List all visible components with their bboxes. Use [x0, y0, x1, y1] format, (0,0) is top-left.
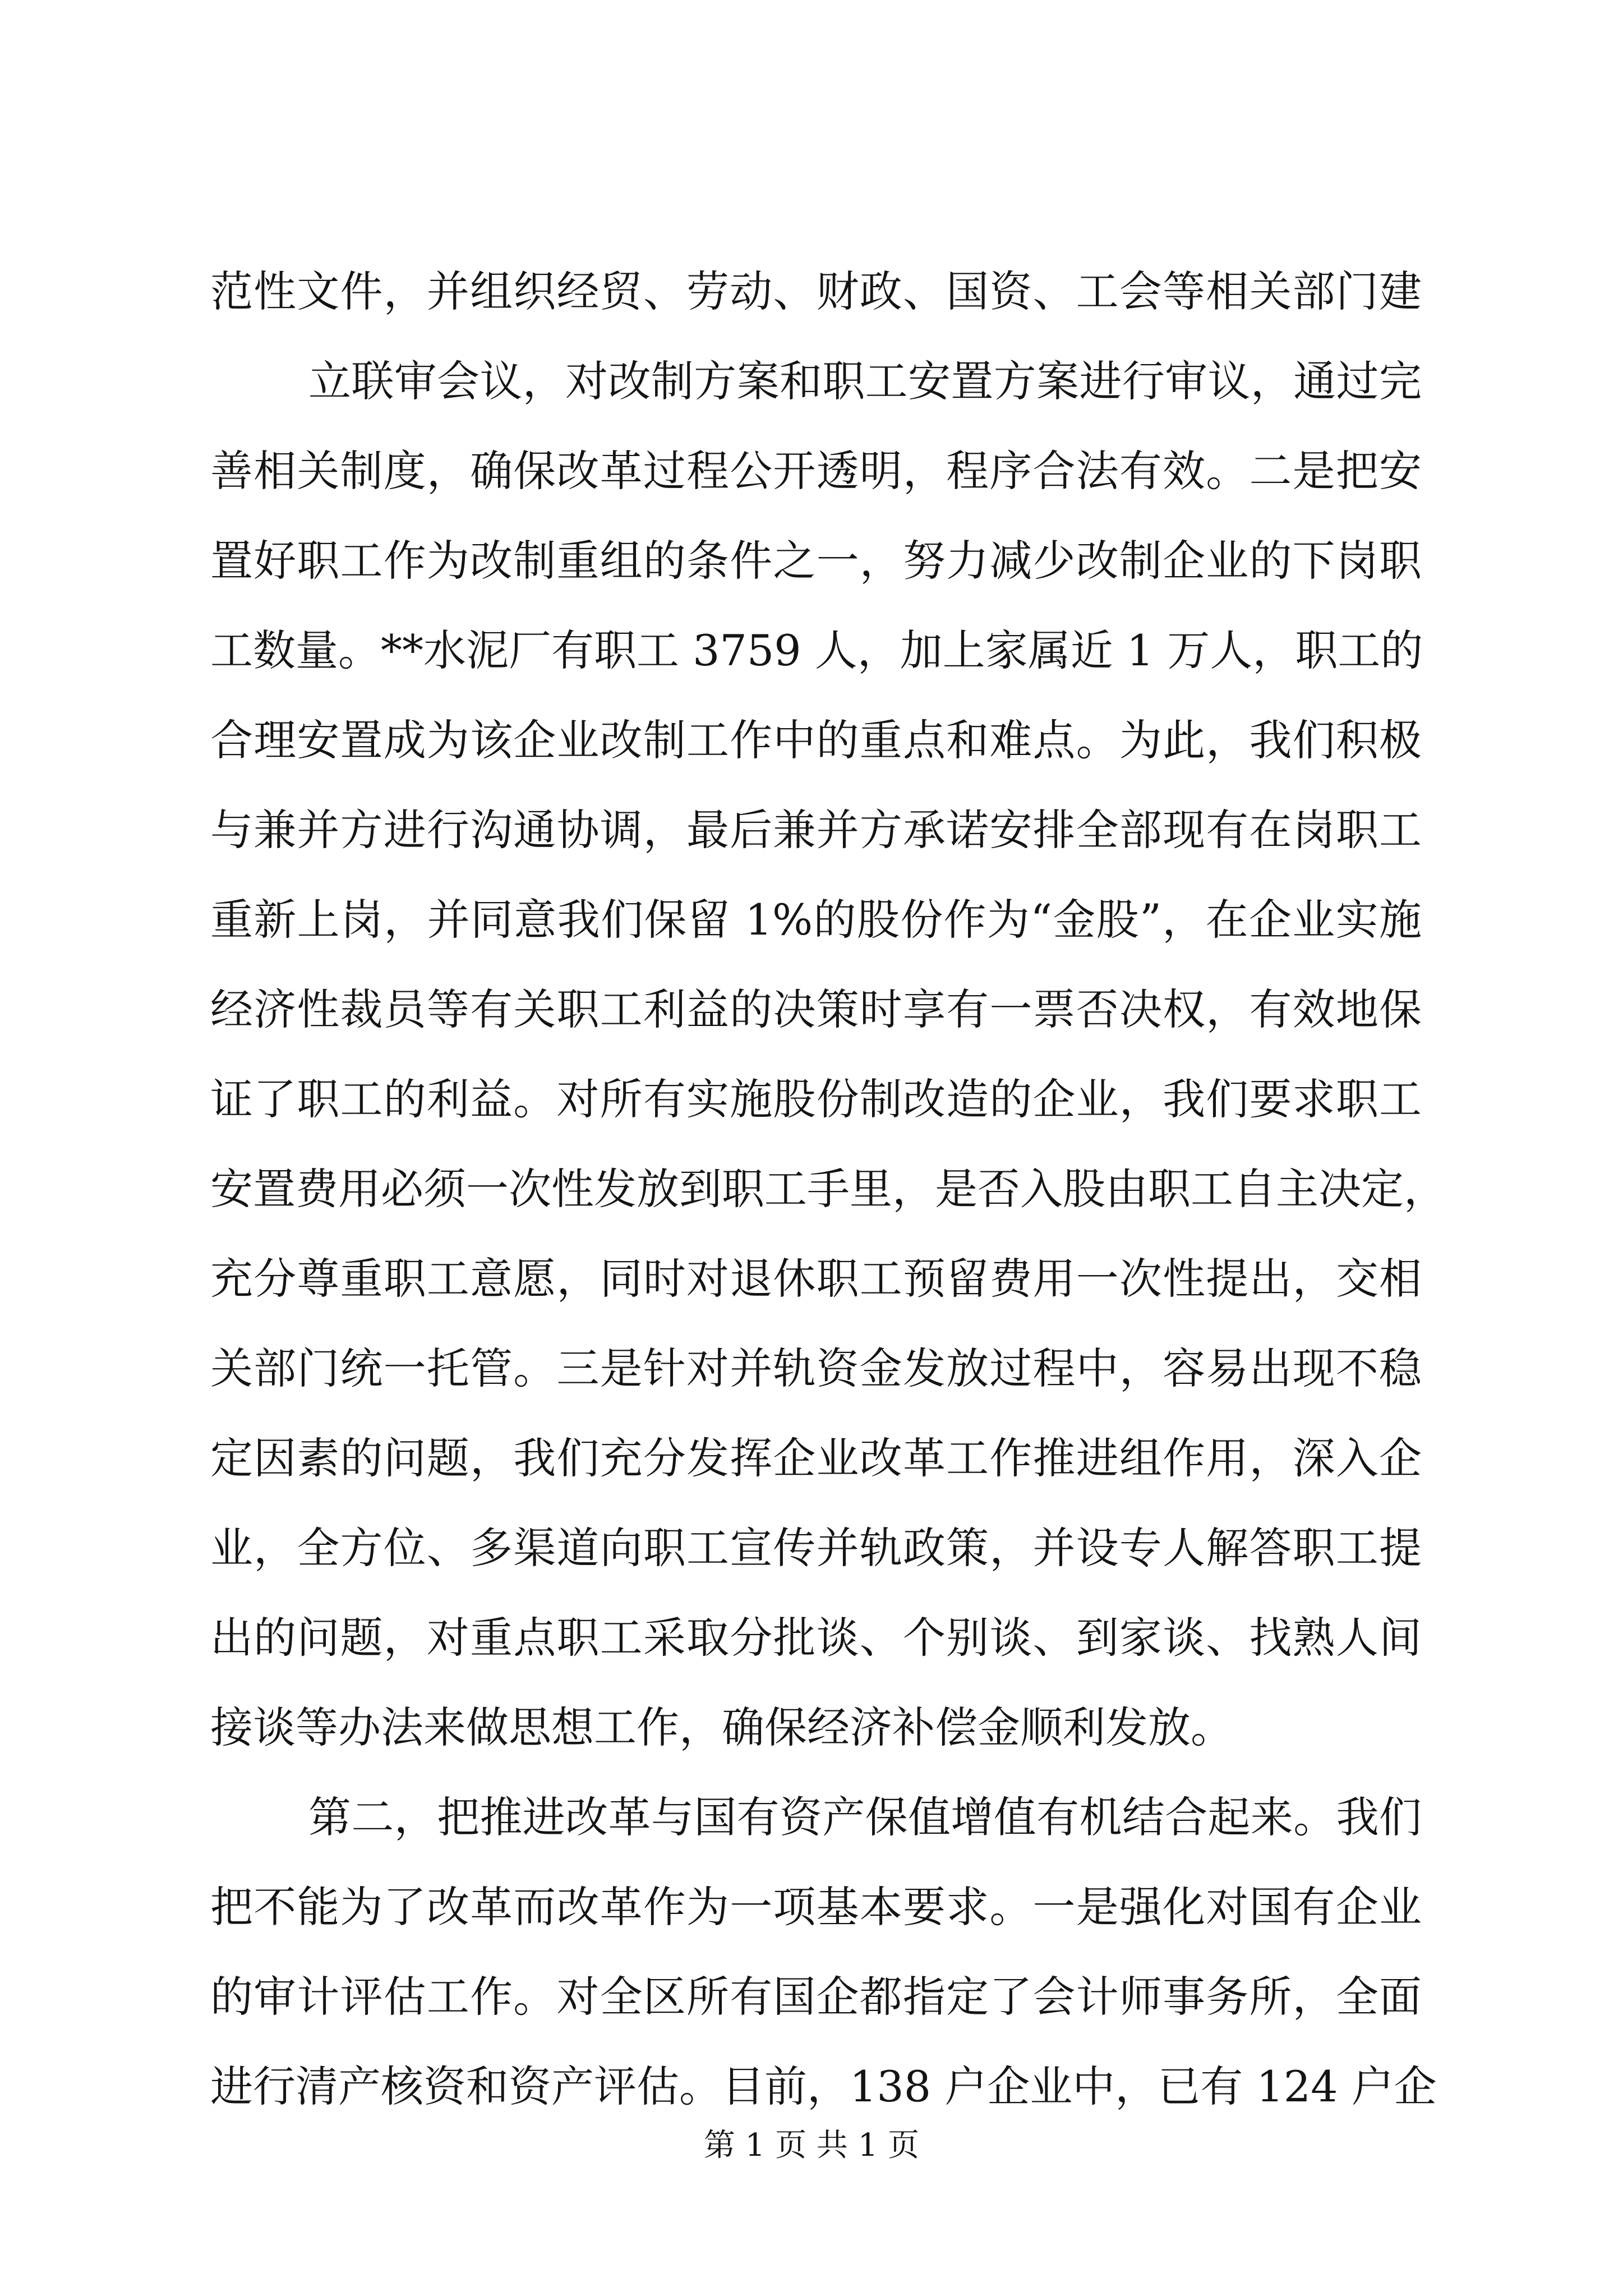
text-line-3: 善相关制度，确保改革过程公开透明，程序合法有效。二是把安	[210, 446, 1422, 496]
text-line-10: 证了职工的利益。对所有实施股份制改造的企业，我们要求职工	[210, 1074, 1422, 1124]
text-line-2: 立联审会议，对改制方案和职工安置方案进行审议，通过完	[308, 356, 1422, 406]
text-line-4: 置好职工作为改制重组的条件之一，努力减少改制企业的下岗职	[210, 536, 1422, 586]
text-line-12: 充分尊重职工意愿，同时对退休职工预留费用一次性提出，交相	[210, 1254, 1422, 1304]
text-line-11: 安置费用必须一次性发放到职工手里，是否入股由职工自主决定，	[210, 1164, 1446, 1214]
text-line-14: 定因素的问题，我们充分发挥企业改革工作推进组作用，深入企	[210, 1433, 1422, 1483]
text-line-9: 经济性裁员等有关职工利益的决策时享有一票否决权，有效地保	[210, 984, 1422, 1034]
text-line-19: 把不能为了改革而改革作为一项基本要求。一是强化对国有企业	[210, 1882, 1422, 1932]
text-line-13: 关部门统一托管。三是针对并轨资金发放过程中，容易出现不稳	[210, 1343, 1422, 1393]
text-line-18: 第二，把推进改革与国有资产保值增值有机结合起来。我们	[308, 1792, 1422, 1842]
page-number-footer: 第 1 页 共 1 页	[703, 2127, 920, 2164]
text-line-16: 出的问题，对重点职工采取分批谈、个别谈、到家谈、找熟人间	[210, 1613, 1422, 1663]
text-line-21: 进行清产核资和资产评估。目前，138 户企业中，已有 124 户企	[210, 2062, 1437, 2111]
text-line-15: 业，全方位、多渠道向职工宣传并轨政策，并设专人解答职工提	[210, 1523, 1422, 1573]
text-line-6: 合理安置成为该企业改制工作中的重点和难点。为此，我们积极	[210, 715, 1422, 765]
text-line-1: 范性文件，并组织经贸、劳动、财政、国资、工会等相关部门建	[210, 266, 1422, 316]
text-line-8: 重新上岗，并同意我们保留 1%的股份作为“金股”，在企业实施	[210, 895, 1422, 945]
text-line-20: 的审计评估工作。对全区所有国企都指定了会计师事务所，全面	[210, 1972, 1422, 2022]
text-line-17: 接谈等办法来做思想工作，确保经济补偿金顺利发放。	[210, 1703, 1233, 1752]
text-line-7: 与兼并方进行沟通协调，最后兼并方承诺安排全部现有在岗职工	[210, 805, 1422, 855]
text-line-5: 工数量。**水泥厂有职工 3759 人，加上家属近 1 万人，职工的	[210, 625, 1423, 675]
